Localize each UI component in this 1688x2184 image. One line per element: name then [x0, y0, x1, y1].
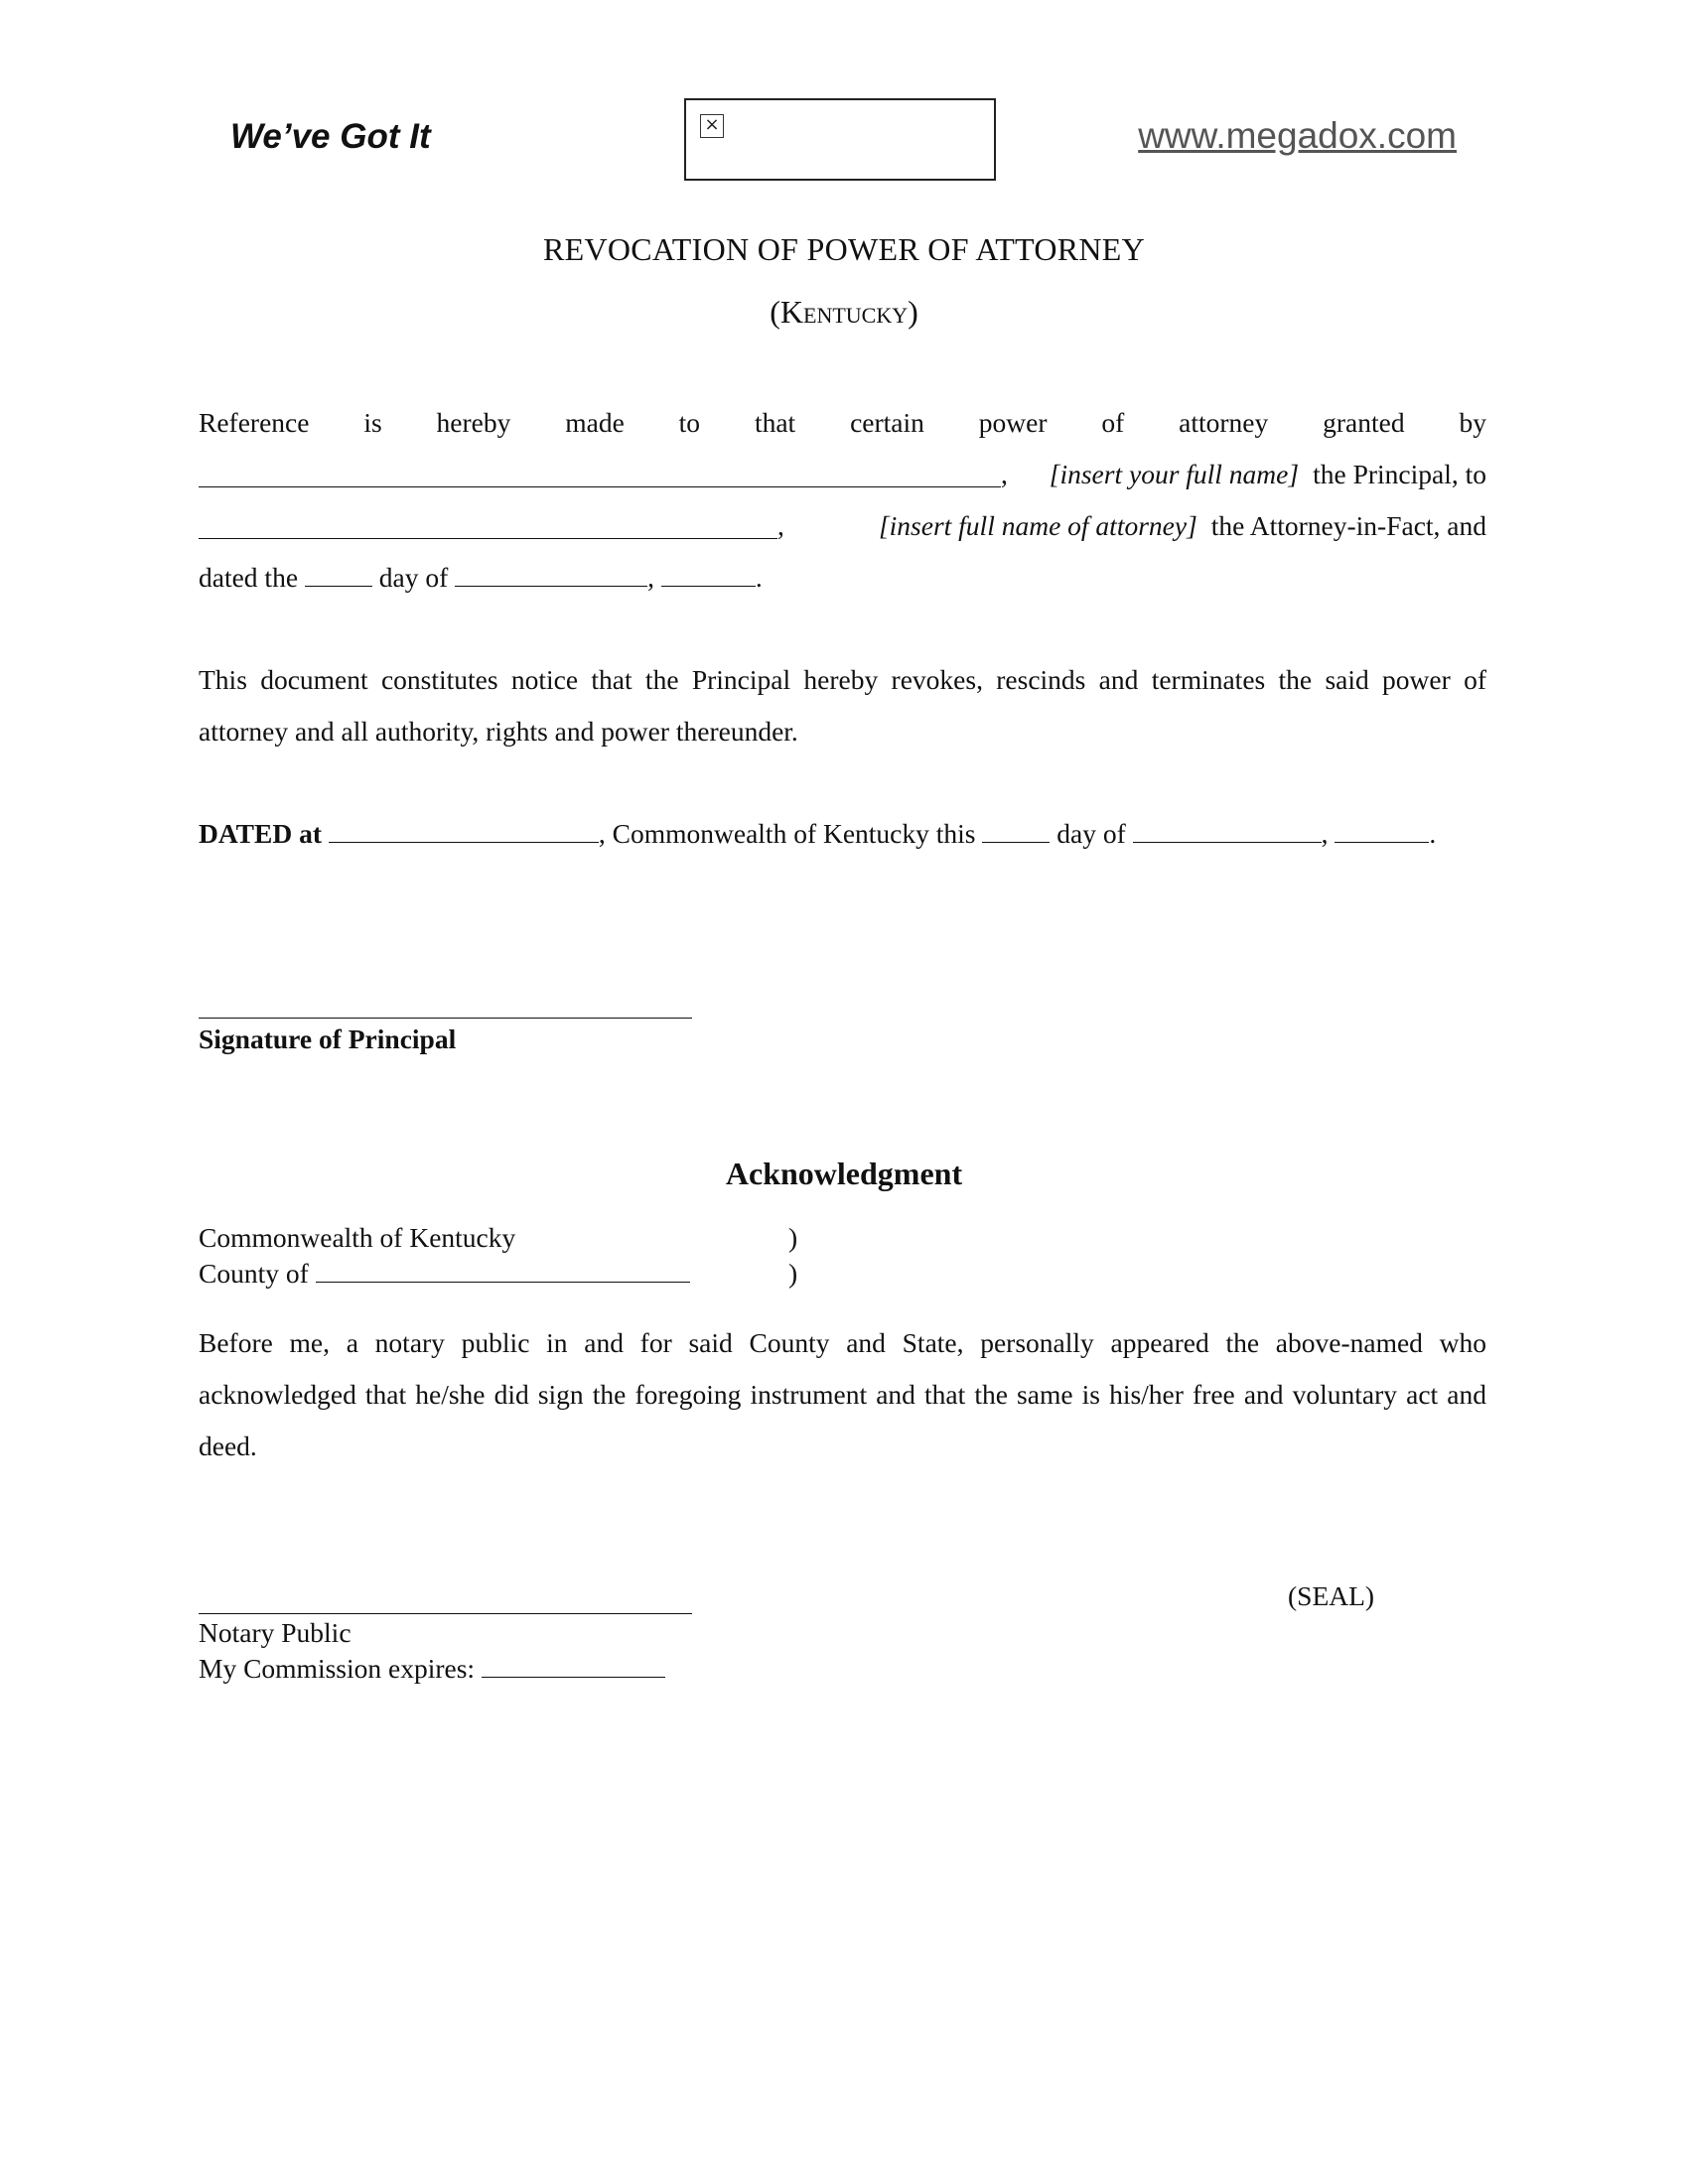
reference-line-4	[199, 552, 1486, 604]
principal-name-hint: [insert your full name]	[1049, 459, 1300, 489]
dated-year-blank[interactable]	[1335, 818, 1429, 843]
website-link[interactable]: www.megadox.com	[1138, 115, 1457, 156]
reference-word: of	[1101, 407, 1125, 438]
commonwealth-label: Commonwealth of Kentucky	[199, 1222, 516, 1253]
dated-line	[199, 808, 1486, 860]
dated-at-label: DATED at	[199, 818, 323, 849]
principal-name-blank[interactable]	[199, 463, 1001, 487]
acknowledgment-heading: Acknowledgment	[725, 1156, 963, 1191]
reference-word: by	[1459, 407, 1486, 438]
attorney-name-hint: [insert full name of attorney]	[878, 510, 1197, 541]
notary-signature-line[interactable]	[199, 1613, 692, 1614]
commission-line	[199, 1651, 1486, 1687]
comma: ,	[1001, 459, 1008, 489]
comma: ,	[1321, 818, 1329, 849]
reference-word: that	[754, 407, 796, 438]
signature-label: Signature of Principal	[199, 1024, 457, 1054]
month-blank[interactable]	[455, 562, 647, 587]
period: .	[1429, 818, 1437, 849]
seal-label: (SEAL)	[1288, 1580, 1375, 1611]
attorney-line-tail: the Attorney-in-Fact, and	[1210, 510, 1486, 541]
commonwealth-text: , Commonwealth of Kentucky this	[598, 818, 976, 849]
county-label: County of	[199, 1258, 309, 1289]
notary-public-label: Notary Public	[199, 1617, 352, 1648]
venue-paren-1: )	[788, 1222, 798, 1253]
reference-word: made	[565, 407, 625, 438]
day-blank[interactable]	[305, 562, 372, 587]
reference-word: to	[678, 407, 701, 438]
reference-word: Reference	[199, 407, 310, 438]
dated-day-of-label: day of	[1056, 818, 1126, 849]
reference-word: granted	[1323, 407, 1405, 438]
comma: ,	[647, 562, 655, 593]
commission-label: My Commission expires:	[199, 1653, 476, 1684]
attorney-name-blank[interactable]	[199, 514, 777, 539]
reference-line-1	[199, 397, 1486, 449]
brand-tagline: We’ve Got It	[230, 117, 431, 156]
day-of-label: day of	[378, 562, 449, 593]
reference-word: hereby	[436, 407, 511, 438]
place-blank[interactable]	[329, 818, 599, 843]
reference-paragraph	[199, 397, 1486, 604]
year-blank[interactable]	[661, 562, 756, 587]
logo-placeholder	[684, 98, 996, 181]
document-title: REVOCATION OF POWER OF ATTORNEY	[542, 231, 1146, 267]
reference-line-2	[199, 449, 1486, 500]
reference-word: is	[363, 407, 382, 438]
reference-word: attorney	[1179, 407, 1269, 438]
dated-month-blank[interactable]	[1133, 818, 1322, 843]
comma: ,	[777, 510, 784, 541]
county-line	[199, 1256, 1486, 1292]
venue-paren-2: )	[788, 1258, 798, 1289]
commission-date-blank[interactable]	[482, 1653, 665, 1678]
acknowledgment-paragraph: Before me, a notary public in and for said County and State, personally appeared the above-named who acknowledged that he/she did sign the foregoing instrument and that the same is his/her free and voluntary act and deed.	[199, 1327, 1486, 1461]
reference-word: power	[978, 407, 1048, 438]
period: .	[755, 562, 763, 593]
reference-word: certain	[850, 407, 924, 438]
reference-line-3	[199, 500, 1486, 552]
document-subtitle: (Kentucky)	[770, 294, 918, 330]
broken-image-icon: ×	[700, 114, 724, 138]
dated-the-label: dated the	[199, 562, 299, 593]
county-blank[interactable]	[316, 1258, 690, 1283]
principal-line-tail: the Principal, to	[1313, 459, 1486, 489]
revocation-paragraph: This document constitutes notice that the Principal hereby revokes, rescinds and terminates the said power of attorney and all authority, rights and power thereunder.	[199, 664, 1486, 747]
dated-day-blank[interactable]	[982, 818, 1050, 843]
